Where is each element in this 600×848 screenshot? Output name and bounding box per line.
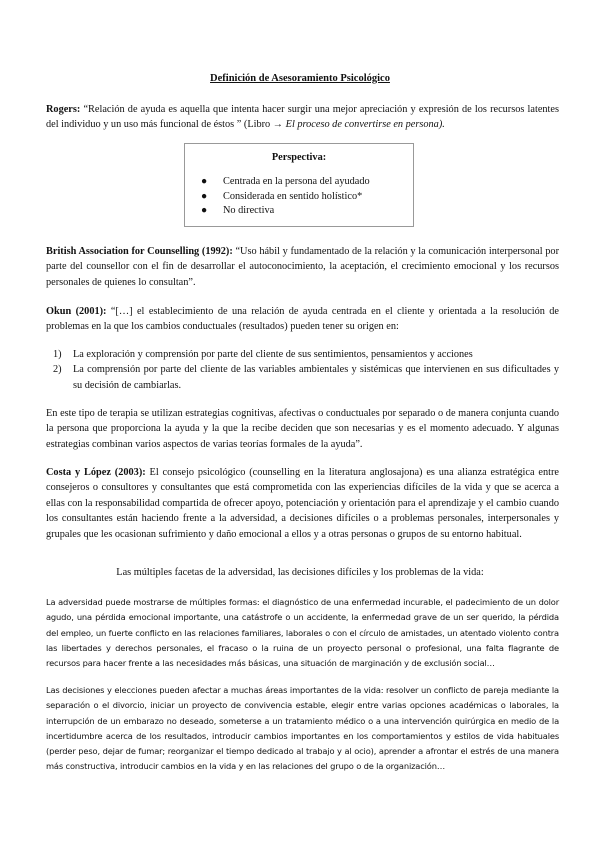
perspective-item: ● No directiva bbox=[201, 204, 413, 219]
costa-author: Costa y López (2003): bbox=[46, 467, 146, 478]
perspective-box bbox=[184, 143, 414, 227]
therapy-paragraph: En este tipo de terapia se utilizan estrategias cognitivas, afectivas o conductuales por separado o de manera conjunta cuando la persona que proporciona la ayuda y la que la recibe deciden que son necesarias y es el momento adecuado. Y algunas estrategias combinan varios aspectos de varias teorías formales de la ayuda”. bbox=[46, 408, 559, 450]
facets-heading: Las múltiples facetas de la adversidad, las decisiones difíciles y los problemas de la vida: bbox=[116, 567, 484, 578]
perspective-title: Perspectiva: bbox=[271, 152, 327, 163]
costa-paragraph bbox=[46, 465, 559, 542]
page-title: Definición de Asesoramiento Psicológico bbox=[210, 73, 390, 84]
rogers-paragraph bbox=[46, 102, 559, 133]
adversity-paragraph: La adversidad puede mostrarse de múltiples formas: el diagnóstico de una enfermedad incurable, el padecimiento de un dolor agudo, una pérdida emocional importante, una catástrofe o un accidente, la enfermedad grave de un ser querido, la pérdida del empleo, un fuerte conflicto en las relaciones familiares, laborales o con el círculo de amistades, un atentado violento contra las libertades y derechos personales, el fracaso o la ruina de un proyecto personal o profesional, una falta flagrante de recursos para hacer frente a las necesidades más básicas, una situación de marginación y de exclusión social… bbox=[46, 597, 559, 669]
bac-paragraph bbox=[46, 244, 559, 290]
costa-definition: El consejo psicológico (counselling en la literatura anglosajona) es una alianza estratégica entre consejeros o consultores y consultantes que está comprometida con las experiencias difíciles de la vida y que se acerca a ellas con la responsabilidad compartida de ofrecer apoyo, potenciación y orientación para el aprendizaje y el cambio cuando los consultantes están haciendo frente a la adversidad, a decisiones difíciles o a problemas personales, interpersonales y grupales que les ocasionan sufrimiento y daño emocional a ellos y a otras personas o grupos de su entorno habitual. bbox=[46, 467, 559, 540]
rogers-author: Rogers: bbox=[46, 104, 81, 115]
perspective-item: ● Considerada en sentido holístico* bbox=[201, 190, 413, 205]
rogers-quote: “Relación de ayuda es aquella que intenta hacer surgir una mejor apreciación y expresión de los recursos latentes del individuo y un uso más funcional de éstos ” (Libro → bbox=[46, 104, 559, 131]
perspective-item: ● Centrada en la persona del ayudado bbox=[201, 175, 413, 190]
bullet-icon: ● bbox=[201, 190, 208, 202]
bac-author: British Association for Counselling (1992): bbox=[46, 246, 233, 257]
decisions-paragraph: Las decisiones y elecciones pueden afectar a muchas áreas importantes de la vida: resolver un conflicto de pareja mediante la separación o el divorcio, iniciar un proyecto de convivencia estable, elegir entre varias opciones académicas o laborales, la interrupción de un embarazo no deseado, someterse a un tratamiento médico o a una intervención quirúrgica en medio de la incertidumbre acerca de los resultados, introducir cambios importantes en los comportamientos y estilos de vida habituales (perder peso, dejar de fumar; reorganizar el tiempo dedicado al trabajo y al ocio), aprender a afrontar el estrés de una manera más constructiva, introducir cambios en la vida y en las relaciones del grupo o de la organización… bbox=[46, 685, 559, 772]
bac-quote: “Uso hábil y fundamentado de la relación y la comunicación interpersonal por parte del counsellor con el fin de desarrollar el autoconocimiento, la aceptación, el crecimiento emocional y los recursos personales de quienes lo consultan”. bbox=[46, 246, 559, 288]
rogers-book-title: El proceso de convertirse en persona). bbox=[285, 119, 445, 131]
okun-list bbox=[53, 347, 559, 393]
okun-paragraph bbox=[46, 304, 559, 335]
list-item: 2) La comprensión por parte del cliente de las variables ambientales y sistémicas que intervienen en sus dificultades y su decisión de cambiarlas. bbox=[53, 364, 559, 391]
list-item: 1) La exploración y comprensión por parte del cliente de sus sentimientos, pensamientos y acciones bbox=[53, 349, 473, 360]
bullet-icon: ● bbox=[201, 205, 208, 216]
okun-author: Okun (2001): bbox=[46, 306, 107, 317]
perspective-list bbox=[185, 175, 413, 219]
okun-quote: “[…] el establecimiento de una relación de ayuda centrada en el cliente y orientada a la resolución de problemas en la que los cambios conductuales (resultados) pueden tener su origen en: bbox=[46, 306, 559, 333]
bullet-icon: ● bbox=[201, 176, 208, 187]
